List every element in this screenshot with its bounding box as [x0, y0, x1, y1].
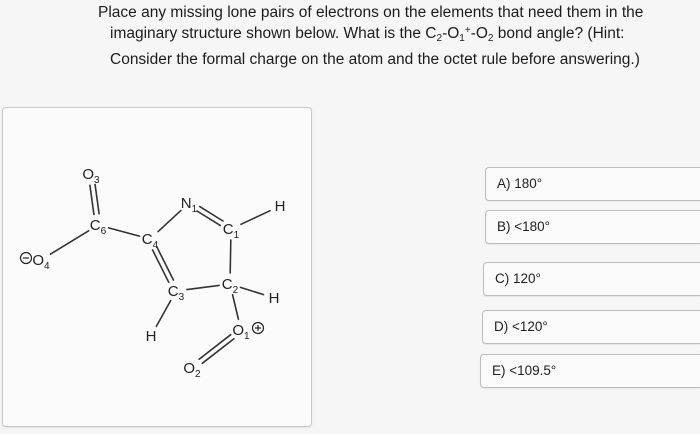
atom-label-h1: H: [274, 198, 286, 215]
atom-label-c4: $C_4$: [141, 231, 159, 251]
bond-o3-c6-a: [90, 185, 94, 214]
bond-c6-o4: [50, 231, 88, 254]
o2-subscript: 2: [487, 33, 494, 44]
atom-label-o4: $O_4$: [32, 252, 50, 272]
atom-label-c1: $C_1$: [222, 221, 240, 241]
atom-label-o3: $O_3$: [82, 166, 100, 186]
atom-label-h2: H: [268, 290, 280, 307]
question-text: [98, 2, 688, 70]
atom-label-c6: $C_6$: [89, 217, 107, 237]
c2-subscript: 2: [436, 33, 443, 44]
option-a[interactable]: [485, 167, 700, 201]
bond-n1-c1-b: [200, 207, 223, 221]
bond-o1-o2-b: [202, 339, 234, 364]
bond-c3-c2: [187, 285, 219, 289]
bond-c6-c4: [109, 228, 140, 236]
option-c[interactable]: [483, 262, 700, 296]
bond-n1-c1-a: [197, 211, 220, 225]
option-b-label: B) <180°: [497, 219, 551, 234]
o1-subscript: 1: [459, 33, 465, 44]
option-e-label: E) <109.5°: [492, 363, 557, 378]
atom-label-c2: $C_2$: [221, 276, 239, 296]
question-line-3: Consider the formal charge on the atom and the octet rule before answering.): [110, 51, 640, 68]
atom-label-h3: H: [145, 328, 157, 345]
atom-label-c3: $C_3$: [167, 283, 185, 303]
option-b[interactable]: [485, 210, 700, 244]
structure-panel: [2, 107, 312, 427]
option-e[interactable]: [480, 354, 700, 388]
bond-c2-h2: [240, 287, 263, 294]
bond-c2-o1: [233, 295, 239, 320]
bond-dash-2: -O: [470, 25, 488, 42]
molecule-diagram: [3, 108, 311, 426]
option-c-label: C) 120°: [495, 271, 541, 286]
bond-dash-1: -O: [442, 25, 460, 42]
bond-c1-h1: [241, 211, 270, 225]
bond-c4-n1: [158, 210, 181, 231]
bond-c3-h3: [156, 301, 170, 327]
option-d-label: D) <120°: [494, 319, 548, 334]
question-line-1: Place any missing lone pairs of electrons on the elements that need them in the: [98, 4, 644, 21]
atom-label-o2: $O_2$: [183, 360, 201, 380]
question-line-2-end: bond angle? (Hint:: [493, 25, 625, 42]
bond-o1-o2-a: [199, 335, 231, 360]
question-line-2: [98, 23, 688, 49]
bond-c1-c2: [230, 240, 231, 273]
bond-o3-c6-b: [95, 185, 99, 214]
atom-label-n1: $N_1$: [180, 195, 198, 215]
question-line-2-start: imaginary structure shown below. What is the C: [110, 25, 437, 42]
o1-charge-superscript: +: [464, 25, 471, 36]
atom-label-o1: $O_1$: [232, 322, 250, 342]
option-a-label: A) 180°: [497, 176, 543, 191]
option-d[interactable]: [482, 310, 700, 344]
